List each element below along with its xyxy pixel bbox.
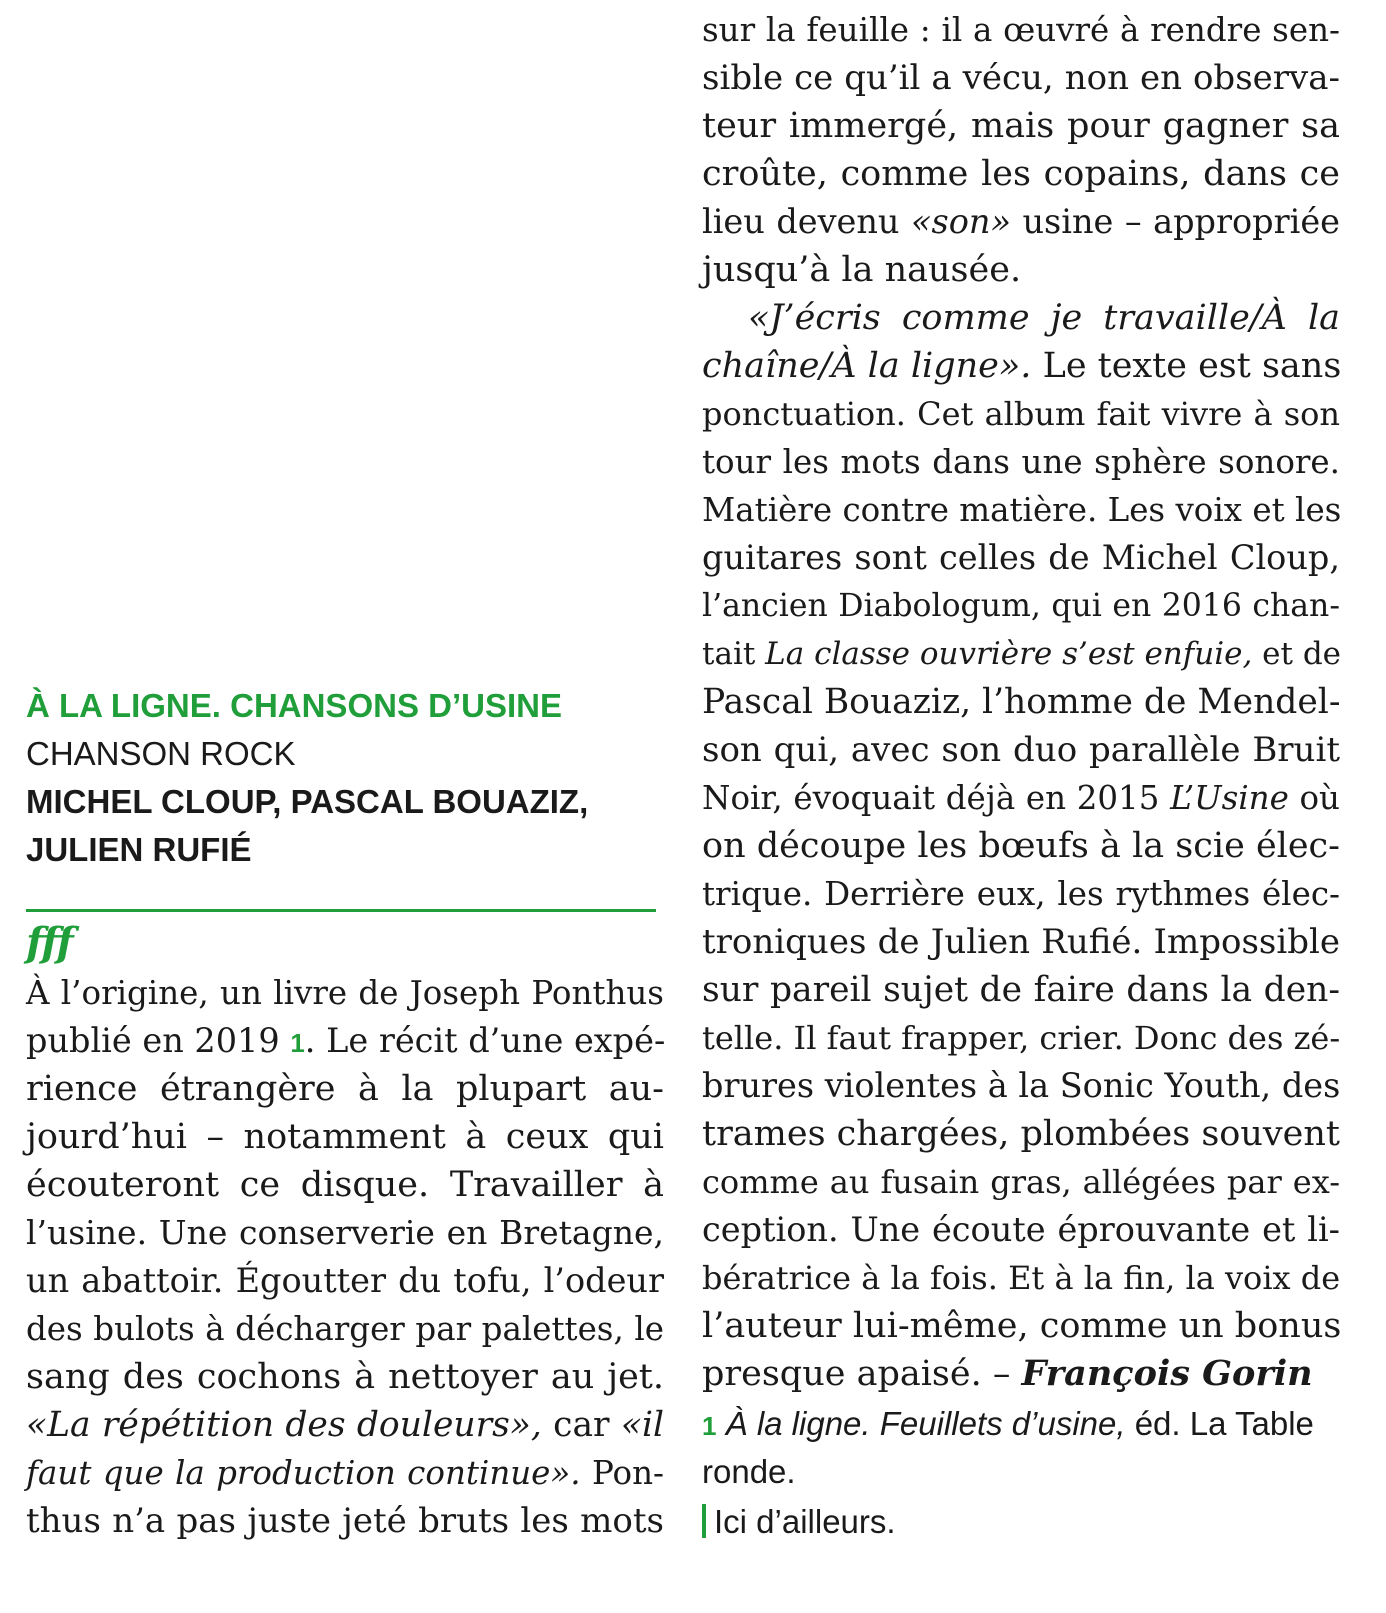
body-line: sible ce qu’il a vécu, non en observa- — [702, 58, 1340, 98]
album-title: À LA LIGNE. CHANSONS D’USINE — [26, 687, 562, 724]
body-line: sang des cochons à nettoyer au jet. — [26, 1357, 664, 1397]
footnote-marker: 1 — [290, 1028, 305, 1058]
body-line: l’auteur lui-même, comme un bonus — [702, 1306, 1342, 1346]
body-line: troniques de Julien Rufié. Impossible — [702, 922, 1340, 962]
body-line: ception. Une écoute éprouvante et li- — [702, 1210, 1340, 1249]
body-line: un abattoir. Égoutter du tofu, l’odeur — [26, 1261, 664, 1300]
body-line: croûte, comme les copains, dans ce — [702, 154, 1340, 194]
body-line: bératrice à la fois. Et à la fin, la voix de — [702, 1259, 1341, 1297]
body-line: trique. Derrière eux, les rythmes élec- — [702, 875, 1340, 913]
body-line: on découpe les bœufs à la scie élec- — [702, 826, 1340, 866]
body-line: presque apaisé. – François Gorin — [702, 1353, 1313, 1394]
body-line: tait La classe ouvrière s’est enfuie, et de — [702, 636, 1342, 672]
body-line: des bulots à décharger par palettes, le — [26, 1310, 664, 1348]
divider — [26, 909, 656, 912]
credit-label: Ici d’ailleurs. — [714, 1503, 896, 1540]
body-line: sur pareil sujet de faire dans la den- — [702, 970, 1340, 1010]
rating-badge: fff — [26, 919, 72, 966]
right-column — [702, 0, 1340, 1613]
footnote-publisher: éd. La Table — [1125, 1405, 1314, 1442]
body-line: chaîne/À la ligne». Le texte est sans — [702, 346, 1342, 386]
body-line: guitares sont celles de Michel Cloup, — [702, 538, 1340, 577]
album-genre: CHANSON ROCK — [26, 735, 296, 772]
body-line: faut que la production continue». Pon- — [26, 1454, 664, 1492]
body-line: Matière contre matière. Les voix et les — [702, 491, 1342, 529]
body-line: l’ancien Diabologum, qui en 2016 chan- — [702, 588, 1340, 624]
label-credit — [702, 1498, 896, 1546]
album-artists: MICHEL CLOUP, PASCAL BOUAZIZ, — [26, 783, 589, 820]
left-column — [26, 0, 664, 1613]
footnote-number: 1 — [702, 1411, 717, 1441]
body-line: rience étrangère à la plupart au- — [26, 1069, 664, 1109]
body-line: comme au fusain gras, allégées par ex- — [702, 1163, 1340, 1201]
body-line: «J’écris comme je travaille/À la — [748, 298, 1340, 338]
body-line: telle. Il faut frapper, crier. Donc des zé- — [702, 1019, 1341, 1057]
body-line: son qui, avec son duo parallèle Bruit — [702, 730, 1340, 770]
body-line: l’usine. Une conserverie en Bretagne, — [26, 1213, 664, 1252]
body-line: trames chargées, plombées souvent — [702, 1114, 1340, 1154]
body-line: ponctuation. Cet album fait vivre à son — [702, 395, 1340, 433]
body-line: lieu devenu «son» usine – appropriée — [702, 202, 1340, 241]
footnote — [702, 1400, 1314, 1450]
body-line: Noir, évoquait déjà en 2015 L’Usine où — [702, 779, 1340, 817]
body-line: À l’origine, un livre de Joseph Ponthus — [26, 974, 664, 1012]
body-line: sur la feuille : il a œuvré à rendre sen- — [702, 11, 1340, 49]
body-line: écouteront ce disque. Travailler à — [26, 1165, 664, 1205]
footnote-book-title: À la ligne. Feuillets d’usine, — [725, 1405, 1126, 1442]
review-author: François Gorin — [1021, 1353, 1313, 1394]
body-line: teur immergé, mais pour gagner sa — [702, 106, 1340, 146]
body-line: Pascal Bouaziz, l’homme de Mendel- — [702, 682, 1341, 722]
body-line: brures violentes à la Sonic Youth, des — [702, 1066, 1341, 1105]
album-artists-2: JULIEN RUFIÉ — [26, 831, 252, 868]
body-line: jusqu’à la nausée. — [702, 250, 1022, 290]
footnote-line-2: ronde. — [702, 1453, 796, 1490]
body-line: «La répétition des douleurs», car «il — [26, 1405, 665, 1445]
body-line: tour les mots dans une sphère sonore. — [702, 443, 1340, 481]
body-line: publié en 2019 1. Le récit d’une expé- — [26, 1021, 666, 1060]
credit-bar — [702, 1504, 706, 1538]
body-line: thus n’a pas juste jeté bruts les mots — [26, 1501, 664, 1541]
body-line: jourd’hui – notamment à ceux qui — [26, 1117, 664, 1157]
